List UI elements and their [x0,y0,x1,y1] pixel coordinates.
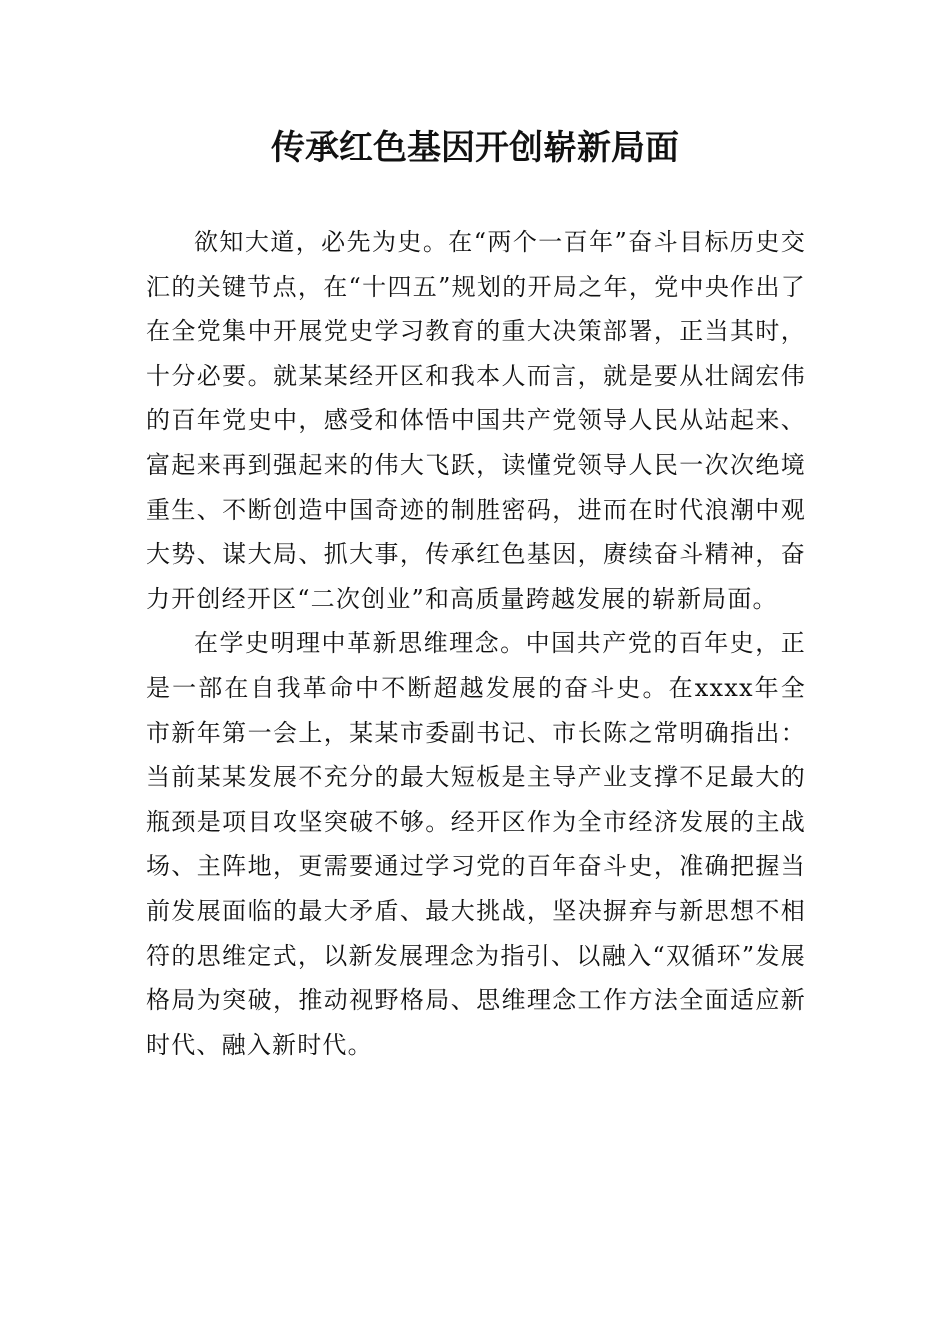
paragraph-2: 在学史明理中革新思维理念。中国共产党的百年史，正是一部在自我革命中不断超越发展的奋斗史。在xxxx年全市新年第一会上，某某市委副书记、市长陈之常明确指出：当前某某发展不充分的最大短板是主导产业支撑不足最大的瓶颈是项目攻坚突破不够。经开区作为全市经济发展的主战场、主阵地，更需要通过学习党的百年奋斗史，准确把握当前发展面临的最大矛盾、最大挑战，坚决摒弃与新思想不相符的思维定式，以新发展理念为指引、以融入“双循环”发展格局为突破，推动视野格局、思维理念工作方法全面适应新时代、融入新时代。 [146,629,806,1059]
document-title: 传承红色基因开创崭新局面 [271,128,679,168]
document-body [146,220,806,1067]
paragraph-1: 欲知大道，必先为史。在“两个一百年”奋斗目标历史交汇的关键节点，在“十四五”规划的开局之年，党中央作出了在全党集中开展党史学习教育的重大决策部署，正当其时，十分必要。就某某经开区和我本人而言，就是要从壮阔宏伟的百年党史中，感受和体悟中国共产党领导人民从站起来、富起来再到强起来的伟大飞跃，读懂党领导人民一次次绝境重生、不断创造中国奇迹的制胜密码，进而在时代浪潮中观大势、谋大局、抓大事，传承红色基因，赓续奋斗精神，奋力开创经开区“二次创业”和高质量跨越发展的崭新局面。 [146,228,806,613]
